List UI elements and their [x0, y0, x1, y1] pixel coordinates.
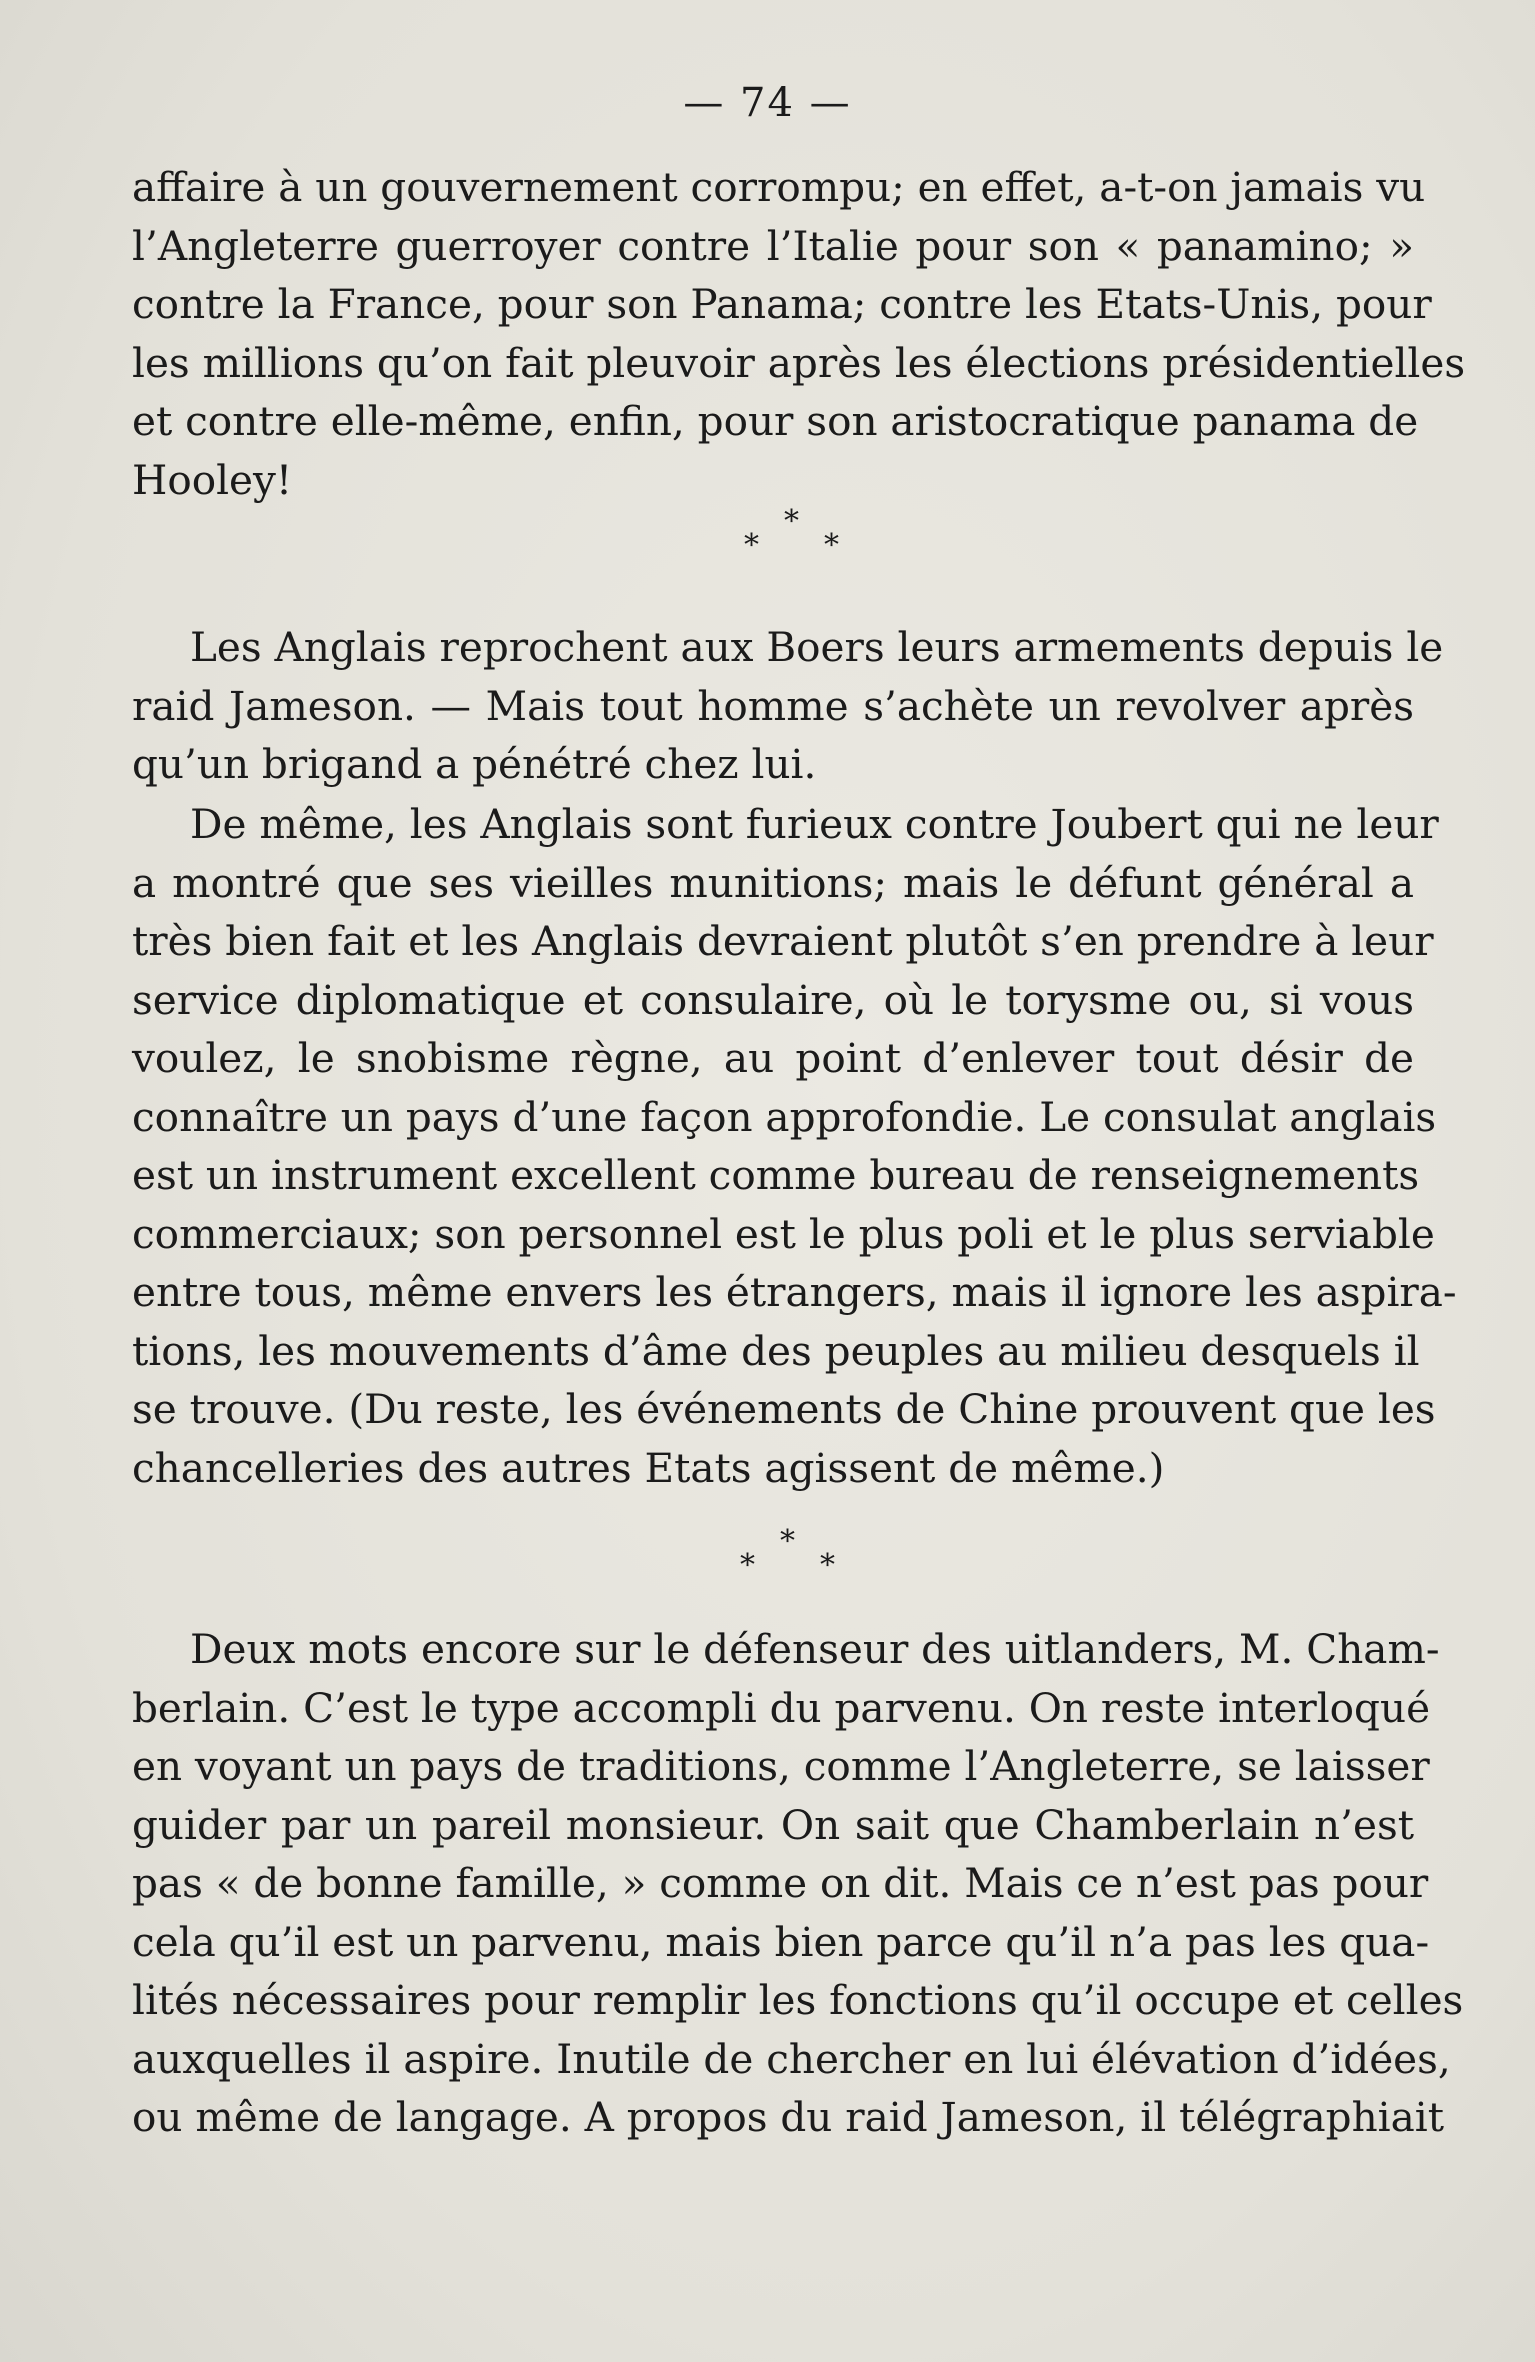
text-line: pas « de bonne famille, » comme on dit. Mais ce n’est pas pour	[132, 1859, 1429, 1907]
text-line: se trouve. (Du reste, les événements de Chine prouvent que les	[132, 1385, 1436, 1433]
section-separator	[0, 505, 1535, 575]
text-line: qu’un brigand a pénétré chez lui.	[132, 740, 817, 788]
text-line: l’Angleterre guerroyer contre l’Italie pour son « panamino; »	[132, 221, 1414, 270]
text-line: ou même de langage. A propos du raid Jameson, il télégraphiait	[132, 2093, 1444, 2141]
asterisk: *	[780, 1524, 795, 1559]
text-line: connaître un pays d’une façon approfondie. Le consulat anglais	[132, 1092, 1437, 1141]
text-line: entre tous, même envers les étrangers, mais il ignore les aspira-	[132, 1268, 1457, 1316]
page-number: — 74 —	[683, 80, 852, 126]
text-line: lités nécessaires pour remplir les fonctions qu’il occupe et celles	[132, 1976, 1464, 2024]
text-line: Hooley!	[132, 455, 293, 504]
text-line: a montré que ses vieilles munitions; mais le défunt général a	[132, 858, 1414, 907]
text-line: contre la France, pour son Panama; contre les Etats-Unis, pour	[132, 280, 1432, 328]
asterisk: *	[744, 528, 759, 563]
text-line: voulez, le snobisme règne, au point d’enlever tout désir de	[132, 1034, 1414, 1082]
text-line: Les Anglais reprochent aux Boers leurs armements depuis le	[190, 623, 1444, 671]
section-separator	[0, 1525, 1535, 1595]
asterisk: *	[820, 1548, 835, 1583]
paragraph-3	[132, 795, 1457, 1497]
text-line: service diplomatique et consulaire, où le torysme ou, si vous	[132, 975, 1414, 1024]
text-line: berlain. C’est le type accompli du parvenu. On reste interloqué	[132, 1683, 1431, 1732]
asterisk: *	[740, 1548, 755, 1583]
asterisk: *	[784, 504, 799, 539]
text-line: commerciaux; son personnel est le plus poli et le plus serviable	[132, 1209, 1435, 1258]
text-line: et contre elle-même, enfin, pour son aristocratique panama de	[132, 397, 1419, 445]
text-line: Deux mots encore sur le défenseur des uitlanders, M. Cham-	[190, 1625, 1440, 1673]
text-line: guider par un pareil monsieur. On sait que Chamberlain n’est	[132, 1800, 1414, 1849]
text-line: chancelleries des autres Etats agissent de même.)	[132, 1443, 1165, 1492]
asterisk: *	[824, 528, 839, 563]
text-line: De même, les Anglais sont furieux contre Joubert qui ne leur	[190, 800, 1439, 848]
text-line: très bien fait et les Anglais devraient plutôt s’en prendre à leur	[132, 917, 1434, 965]
text-line: les millions qu’on fait pleuvoir après les élections présidentielles	[132, 338, 1466, 387]
text-line: raid Jameson. — Mais tout homme s’achète un revolver après	[132, 681, 1414, 730]
text-line: tions, les mouvements d’âme des peuples au milieu desquels il	[132, 1326, 1420, 1375]
text-line: cela qu’il est un parvenu, mais bien parce qu’il n’a pas les qua-	[132, 1917, 1430, 1966]
paragraph-1	[132, 158, 1466, 509]
text-line: affaire à un gouvernement corrompu; en effet, a-t-on jamais vu	[132, 163, 1426, 211]
text-line: est un instrument excellent comme bureau de renseignements	[132, 1151, 1420, 1199]
text-line: auxquelles il aspire. Inutile de chercher en lui élévation d’idées,	[132, 2034, 1451, 2083]
paragraph-2	[132, 618, 1444, 794]
paragraph-4	[132, 1620, 1464, 2147]
text-line: en voyant un pays de traditions, comme l’Angleterre, se laisser	[132, 1742, 1430, 1790]
